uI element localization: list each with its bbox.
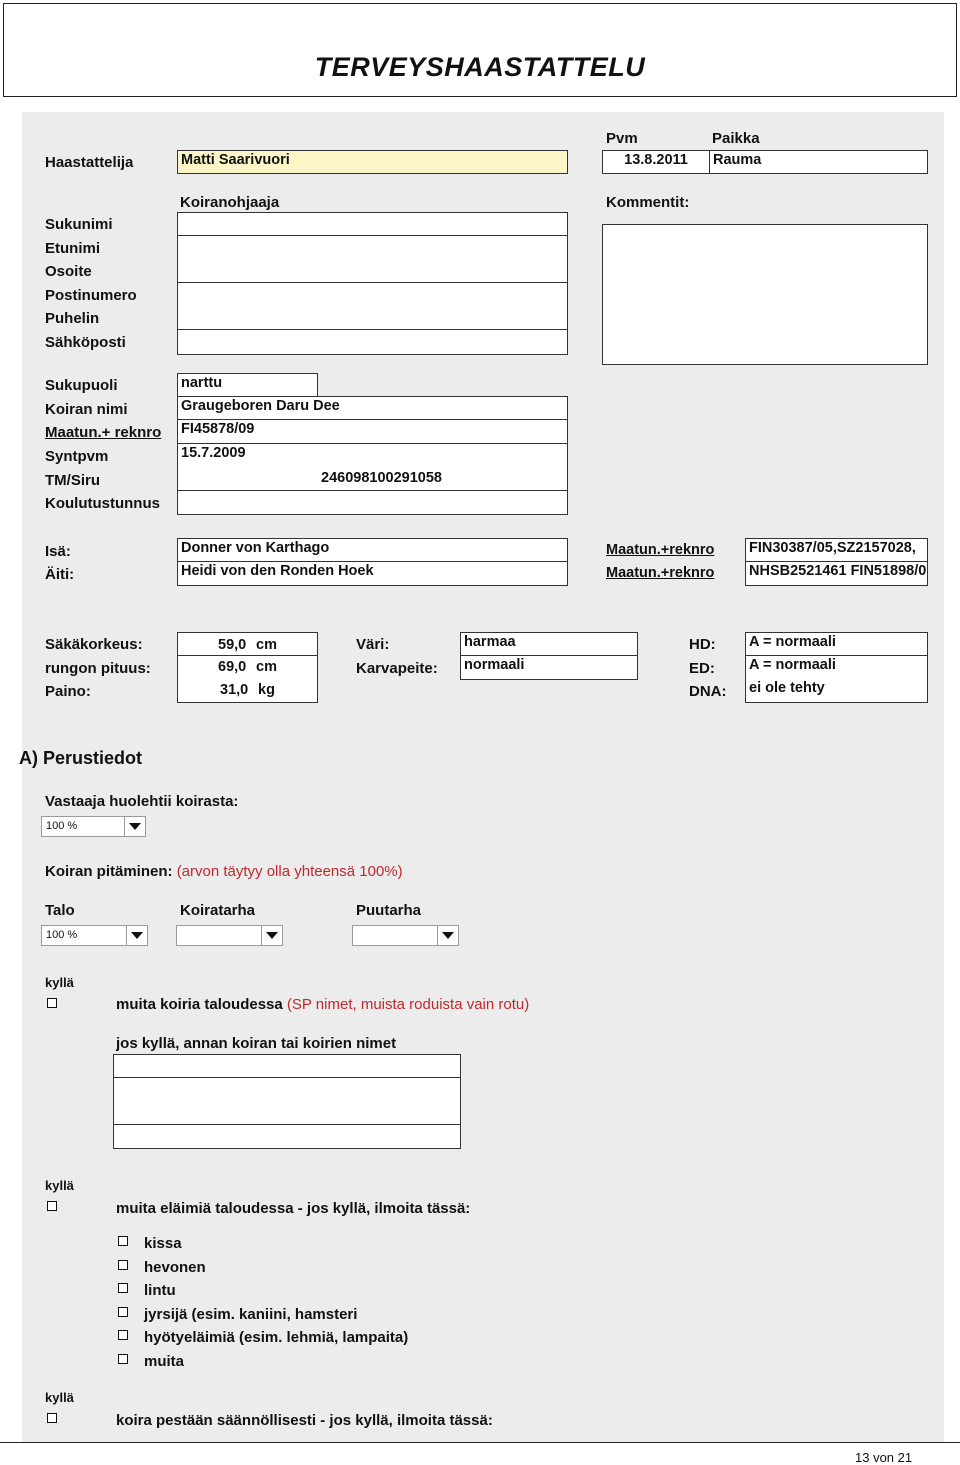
keeping-label-text: Koiran pitäminen: xyxy=(45,863,173,880)
col-kennel-label: Koiratarha xyxy=(180,902,256,919)
animal-other-label: muita xyxy=(144,1353,185,1370)
weight-value: 31,0 xyxy=(220,682,249,698)
chevron-down-icon[interactable] xyxy=(124,817,145,836)
firstname-field[interactable] xyxy=(177,236,568,260)
father-reg-label[interactable]: Maatun.+reknro xyxy=(606,542,715,558)
label-firstname: Etunimi xyxy=(45,240,100,257)
washed-checkbox[interactable] xyxy=(47,1413,57,1423)
label-dog-name: Koiran nimi xyxy=(45,401,128,418)
date-label: Pvm xyxy=(606,130,638,147)
other-animals-checkbox[interactable] xyxy=(47,1201,57,1211)
label-email: Sähköposti xyxy=(45,334,126,351)
label-surname: Sukunimi xyxy=(45,216,113,233)
postcode-field[interactable] xyxy=(177,283,568,307)
place-label: Paikka xyxy=(712,130,760,147)
label-dog-reg[interactable]: Maatun.+ reknro xyxy=(45,424,162,441)
col-house-label: Talo xyxy=(45,902,75,919)
label-father: Isä: xyxy=(45,543,71,560)
keeping-note: (arvon täytyy olla yhteensä 100%) xyxy=(176,863,403,880)
height-value: 59,0 xyxy=(218,637,247,653)
label-length: rungon pituus: xyxy=(45,660,151,677)
dog-reg-field[interactable]: FI45878/09 xyxy=(177,420,568,444)
animal-livestock-label: hyötyeläimiä (esim. lehmiä, lampaita) xyxy=(144,1329,409,1346)
training-field[interactable] xyxy=(177,491,568,515)
mother-reg-field[interactable]: NHSB2521461 FIN51898/0 xyxy=(745,562,928,586)
length-unit: cm xyxy=(256,659,277,675)
form-title: TERVEYSHAASTATTELU xyxy=(314,52,646,82)
label-coat: Karvapeite: xyxy=(356,660,438,677)
label-ed: ED: xyxy=(689,660,715,677)
label-birth: Syntpvm xyxy=(45,448,109,465)
place-field[interactable]: Rauma xyxy=(709,150,928,174)
father-reg-field[interactable]: FIN30387/05,SZ2157028, xyxy=(745,538,928,562)
label-chip: TM/Siru xyxy=(45,472,100,489)
label-dna: DNA: xyxy=(689,683,727,700)
animal-bird-checkbox[interactable] xyxy=(118,1283,128,1293)
comments-field[interactable] xyxy=(602,224,928,365)
mother-reg-label[interactable]: Maatun.+reknro xyxy=(606,565,715,581)
label-training: Koulutustunnus xyxy=(45,495,160,512)
height-field[interactable] xyxy=(177,632,318,656)
dna-field[interactable]: ei ole tehty xyxy=(745,679,928,703)
chevron-down-icon[interactable] xyxy=(126,926,147,945)
mother-field[interactable]: Heidi von den Ronden Hoek xyxy=(177,562,568,586)
dog-name-field[interactable]: Graugeboren Daru Dee xyxy=(177,396,568,420)
dog-name-2-field[interactable] xyxy=(113,1078,461,1102)
dog-name-4-field[interactable] xyxy=(113,1125,461,1149)
keeping-label xyxy=(45,863,403,880)
garden-dropdown[interactable] xyxy=(352,925,459,946)
col-garden-label: Puutarha xyxy=(356,902,422,919)
height-unit: cm xyxy=(256,637,277,653)
sex-field[interactable]: narttu xyxy=(177,373,318,397)
care-label: Vastaaja huolehtii koirasta: xyxy=(45,793,239,810)
label-weight: Paino: xyxy=(45,683,91,700)
yes-label-animals: kyllä xyxy=(45,1178,74,1193)
care-dropdown-value: 100 % xyxy=(46,820,78,832)
label-sex: Sukupuoli xyxy=(45,377,118,394)
birth-field[interactable]: 15.7.2009 xyxy=(177,444,568,468)
date-field[interactable]: 13.8.2011 xyxy=(602,150,710,174)
care-dropdown[interactable] xyxy=(41,816,146,837)
comments-label: Kommentit: xyxy=(606,194,690,211)
length-value: 69,0 xyxy=(218,659,247,675)
surname-field[interactable] xyxy=(177,212,568,236)
label-height: Säkäkorkeus: xyxy=(45,636,143,653)
yes-label-dogs: kyllä xyxy=(45,975,74,990)
label-address: Osoite xyxy=(45,263,92,280)
animal-horse-label: hevonen xyxy=(144,1259,206,1276)
other-dogs-note: (SP nimet, muista roduista vain rotu) xyxy=(286,996,530,1013)
dog-name-3-field[interactable] xyxy=(113,1101,461,1125)
kennel-dropdown[interactable] xyxy=(176,925,283,946)
email-field[interactable] xyxy=(177,330,568,355)
animal-bird-label: lintu xyxy=(144,1282,176,1299)
other-animals-label: muita eläimiä taloudessa - jos kyllä, ilmoita tässä: xyxy=(116,1200,471,1217)
chip-value: 246098100291058 xyxy=(321,470,442,486)
other-dogs-checkbox[interactable] xyxy=(47,998,57,1008)
father-field[interactable]: Donner von Karthago xyxy=(177,538,568,562)
hd-field[interactable]: A = normaali xyxy=(745,632,928,656)
interviewer-label: Haastattelija xyxy=(45,154,134,171)
chevron-down-icon[interactable] xyxy=(261,926,282,945)
animal-livestock-checkbox[interactable] xyxy=(118,1330,128,1340)
house-dropdown-value: 100 % xyxy=(46,929,78,941)
label-phone: Puhelin xyxy=(45,310,100,327)
footer-divider xyxy=(0,1442,960,1443)
phone-field[interactable] xyxy=(177,306,568,330)
handler-header: Koiranohjaaja xyxy=(180,194,280,211)
interviewer-field[interactable]: Matti Saarivuori xyxy=(177,150,568,174)
animal-other-checkbox[interactable] xyxy=(118,1354,128,1364)
section-a-heading: A) Perustiedot xyxy=(19,748,143,768)
other-dogs-label xyxy=(116,996,529,1013)
animal-cat-checkbox[interactable] xyxy=(118,1236,128,1246)
label-hd: HD: xyxy=(689,636,716,653)
names-label: jos kyllä, annan koiran tai koirien nimet xyxy=(116,1035,397,1052)
weight-unit: kg xyxy=(258,682,275,698)
weight-field[interactable] xyxy=(177,679,318,703)
length-field[interactable] xyxy=(177,656,318,680)
label-postcode: Postinumero xyxy=(45,287,137,304)
other-dogs-text: muita koiria taloudessa xyxy=(116,996,283,1013)
label-color: Väri: xyxy=(356,636,390,653)
color-field[interactable]: harmaa xyxy=(460,632,638,656)
chevron-down-icon[interactable] xyxy=(437,926,458,945)
page-number: 13 von 21 xyxy=(855,1450,913,1465)
ed-field[interactable]: A = normaali xyxy=(745,656,928,680)
coat-field[interactable]: normaali xyxy=(460,656,638,680)
animal-horse-checkbox[interactable] xyxy=(118,1260,128,1270)
address-field[interactable] xyxy=(177,259,568,283)
dog-name-1-field[interactable] xyxy=(113,1054,461,1078)
animal-cat-label: kissa xyxy=(144,1235,182,1252)
animal-rodent-label: jyrsijä (esim. kaniini, hamsteri xyxy=(144,1306,358,1323)
yes-label-washed: kyllä xyxy=(45,1390,74,1405)
washed-label: koira pestään säännöllisesti - jos kyllä, ilmoita tässä: xyxy=(116,1412,493,1429)
house-dropdown[interactable] xyxy=(41,925,148,946)
animal-rodent-checkbox[interactable] xyxy=(118,1307,128,1317)
label-mother: Äiti: xyxy=(45,566,75,583)
